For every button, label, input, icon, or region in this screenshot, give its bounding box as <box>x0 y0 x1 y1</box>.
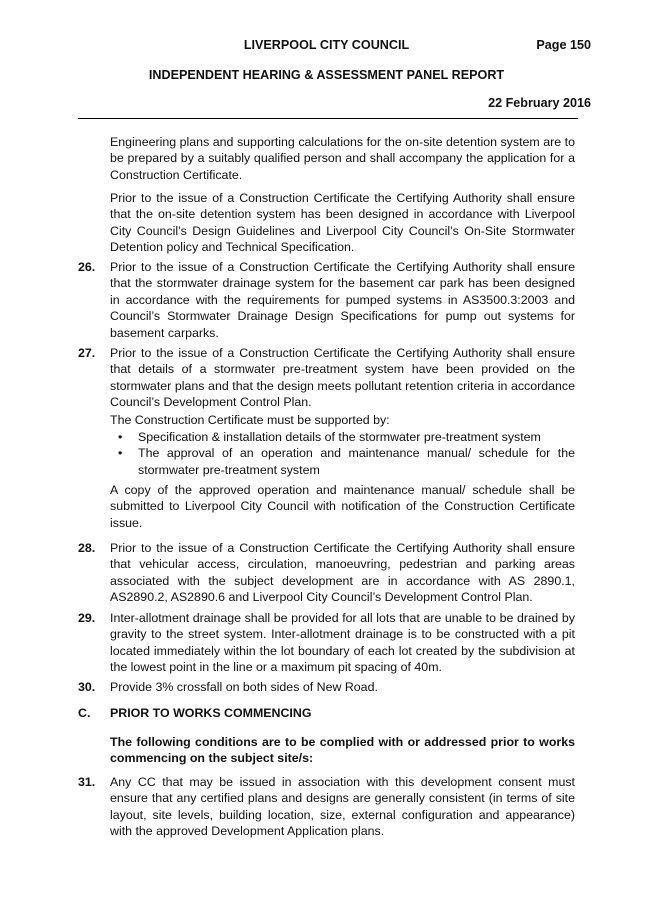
item-28-text: Prior to the issue of a Construction Certificate the Certifying Authority shall ensure that vehicular access, circulation, manoeuvring, pedestrian and parking areas associated with the subject development are in accordance with AS 2890.1, AS2890.2, AS2890.6 and Liverpool City Council’s Development Control Plan. <box>110 541 575 605</box>
item-29-number: 29. <box>78 611 96 625</box>
intro-paragraph-1: Engineering plans and supporting calculations for the on-site detention system are to be prepared by a suitably qualified person and shall accompany the application for a Construction Certificate. <box>110 135 575 182</box>
item-26-text: Prior to the issue of a Construction Certificate the Certifying Authority shall ensure that the stormwater drainage system for the basement car park has been designed in accordance with the requirements for pumped systems in AS3500.3:2003 and Council’s Stormwater Drainage Design Specifications for pump out systems for basement carparks. <box>110 260 575 340</box>
item-29-text: Inter-allotment drainage shall be provided for all lots that are unable to be drained by gravity to the street system. Inter-allotment drainage is to be constructed with a pit located immediately within the lot boundary of each lot created by the subdivision at the lowest point in the line or a maximum pit spacing of 40m. <box>110 611 575 675</box>
section-c-intro: The following conditions are to be complied with or addressed prior to works commencing on the subject site/s: <box>110 735 575 766</box>
item-27-text: Prior to the issue of a Construction Certificate the Certifying Authority shall ensure that details of a stormwater pre-treatment system have been provided on the stormwater plans and that the design meets pollutant retention criteria in accordance Council’s Development Control Plan. <box>110 346 575 410</box>
item-31-number: 31. <box>78 775 96 789</box>
report-title: INDEPENDENT HEARING & ASSESSMENT PANEL REPORT <box>148 68 505 82</box>
item-27-closing: A copy of the approved operation and maintenance manual/ schedule shall be submitted to Liverpool City Council with notification of the Construction Certificate issue. <box>110 483 575 530</box>
item-27-number: 27. <box>78 346 96 360</box>
item-27-sub-intro: The Construction Certificate must be supported by: <box>110 413 390 427</box>
bullet-icon: • <box>118 430 123 444</box>
item-26-number: 26. <box>78 260 96 274</box>
item-28-number: 28. <box>78 541 96 555</box>
item-27-bullet-list <box>110 429 575 478</box>
bullet-item: • Specification & installation details of the stormwater pre-treatment system <box>118 430 541 444</box>
page-number: Page 150 <box>536 38 591 52</box>
bullet-icon: • <box>118 446 123 461</box>
item-30-number: 30. <box>78 680 96 694</box>
council-name: LIVERPOOL CITY COUNCIL <box>243 38 410 52</box>
intro-paragraph-2: Prior to the issue of a Construction Certificate the Certifying Authority shall ensure that the on-site detention system has been designed in accordance with Liverpool City Council’s Design Guidelines and Liverpool City Council’s On-Site Stormwater Detention policy and Technical Specification. <box>110 191 575 255</box>
item-31-text: Any CC that may be issued in association with this development consent must ensure that any certified plans and designs are generally consistent (in terms of site layout, site levels, building location, size, external configuration and appearance) with the approved Development Application plans. <box>110 775 575 839</box>
section-c-letter: C. <box>78 706 91 720</box>
item-30-text: Provide 3% crossfall on both sides of New Road. <box>110 680 378 694</box>
header-divider <box>78 118 578 119</box>
report-date: 22 February 2016 <box>488 96 591 110</box>
bullet-item: • The approval of an operation and maintenance manual/ schedule for the stormwater pre-treatment system <box>118 446 575 477</box>
section-c-title: PRIOR TO WORKS COMMENCING <box>110 706 312 720</box>
